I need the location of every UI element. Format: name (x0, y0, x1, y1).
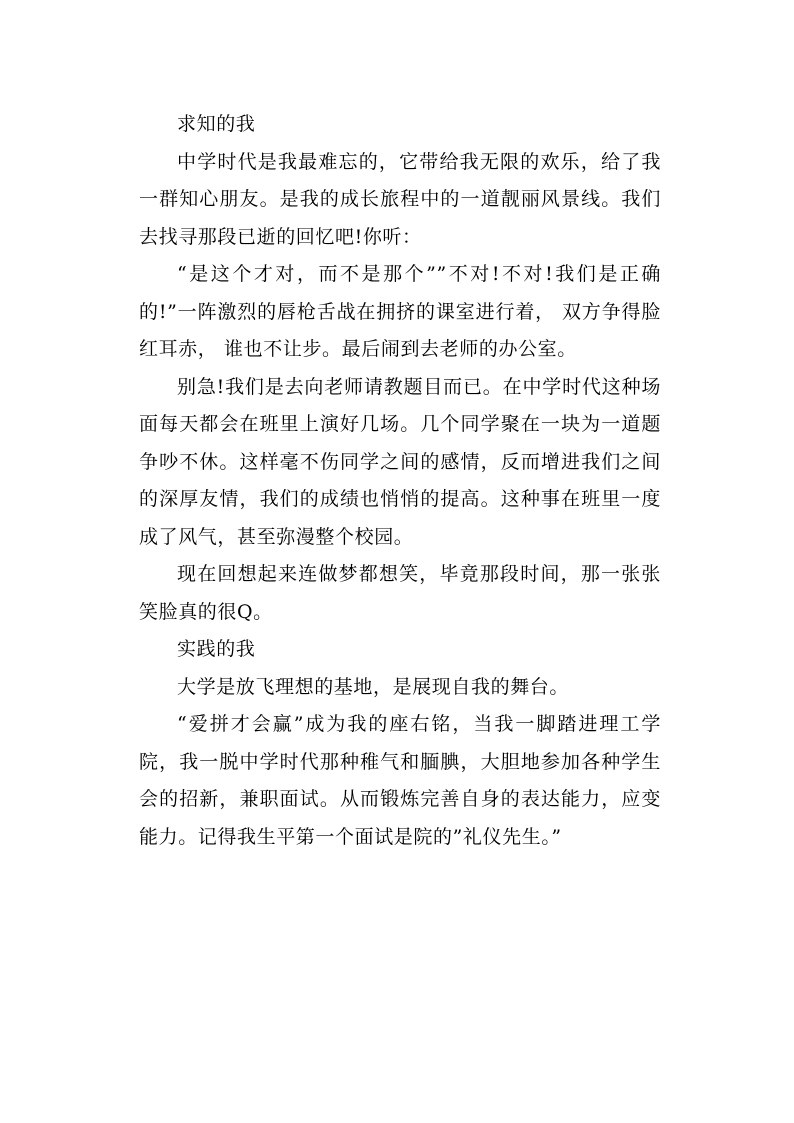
paragraph: 现在回想起来连做梦都想笑，毕竟那段时间，那一张张笑脸真的很Q。 (139, 563, 661, 623)
paragraph: 别急!我们是去向老师请教题目而已。在中学时代这种场面每天都会在班里上演好几场。几个同学聚在一块为一道题争吵不休。这样毫不伤同学之间的感情，反而增进我们之间的深厚友情，我们的成绩也悄悄的提高。这种事在班里一度成了风气，甚至弥漫整个校园。 (139, 375, 661, 548)
paragraph: 中学时代是我最难忘的，它带给我无限的欢乐，给了我一群知心朋友。是我的成长旅程中的一道靓丽风景线。我们去找寻那段已逝的回忆吧!你听： (139, 150, 661, 248)
paragraph: 大学是放飞理想的基地，是展现自我的舞台。 (177, 675, 570, 698)
section-heading-practice: 实践的我 (177, 638, 256, 660)
section-heading-seeking-knowledge: 求知的我 (177, 113, 256, 135)
essay-body (139, 106, 661, 856)
paragraph: “是这个才对，而不是那个””不对!不对!我们是正确的!”一阵激烈的唇枪舌战在拥挤的课室进行着， 双方争得脸红耳赤， 谁也不让步。最后闹到去老师的办公室。 (139, 263, 661, 360)
paragraph: “爱拼才会赢”成为我的座右铭，当我一脚踏进理工学院，我一脱中学时代那种稚气和腼腆，大胆地参加各种学生会的招新，兼职面试。从而锻炼完善自身的表达能力，应变能力。记得我生平第一个面试是院的”礼仪先生。” (139, 713, 661, 848)
